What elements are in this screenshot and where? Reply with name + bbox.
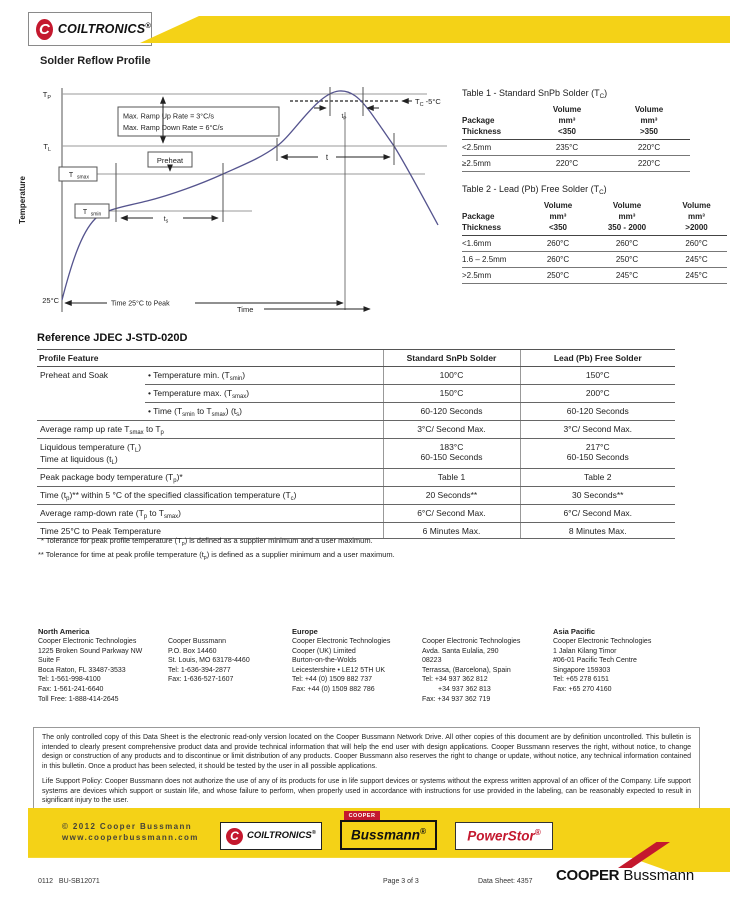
table-row: >2.5mm 250°C 245°C 245°C (462, 268, 727, 284)
footer-datasheet-number: Data Sheet: 4357 (478, 878, 533, 885)
table-row: ≥2.5mm 220°C 220°C (462, 156, 690, 172)
tp-small-label: $t_P$ (341, 113, 347, 122)
table-row: <1.6mm 260°C 260°C 260°C (462, 236, 727, 252)
tp-axis-label: $T_P$ (42, 90, 51, 101)
table-header-row: Profile Feature Standard SnPb Solder Lead (Pb) Free Solder (37, 350, 675, 367)
table-row: Peak package body temperature $(T_p)*$ Table 1 Table 2 (37, 469, 675, 487)
powerstor-logo (455, 822, 553, 850)
table2-col3-header: Volume mm³ 350 - 2000 (588, 200, 666, 236)
copyright-text: © 2012 Cooper Bussmann (62, 822, 193, 831)
table1-col1-header: Package Thickness (462, 104, 526, 140)
contact-line: Tel: 1-636-394-2877 (168, 666, 231, 674)
contact-line: Tel: +34 937 362 812 (422, 676, 488, 684)
x-axis-label: Time (237, 305, 254, 314)
tc-label: $T_C$ -5°C (415, 97, 441, 108)
t25-label: 25°C (42, 296, 59, 305)
contact-line: P.O. Box 14460 (168, 647, 217, 655)
contact-line: Suite F (38, 657, 61, 665)
ts-label: $t_s$ (163, 216, 169, 225)
svg-text:T: T (68, 172, 74, 179)
coiltronics-wordmark: COILTRONICS® (247, 830, 316, 842)
contact-line: Burton-on-the-Wolds (292, 657, 357, 665)
contact-line: Leicestershire • LE12 5TH UK (292, 666, 386, 674)
table-row: Time 25°C to Peak Temperature 6 Minutes Max. 8 Minutes Max. (37, 523, 675, 539)
contact-cooper-bussmann (168, 627, 292, 685)
tsmin-box (75, 204, 109, 218)
table-row: Average ramp up rate $T_{smax}$ to $T_p$ 3°C/ Second Max. 3°C/ Second Max. (37, 421, 675, 439)
bussmann-wordmark: Bussmann® (351, 827, 426, 843)
table2-col2-header: Volume mm³ <350 (528, 200, 588, 236)
contact-asia-pacific: Asia Pacific Cooper Electronic Technologies 1 Jalan Kilang Timor #06-01 Pacific Tech Centre Singapore 159303 Tel: +65 278 6151 Fax: +65 270 4160 (553, 627, 677, 695)
ts-annotation (116, 163, 223, 222)
preheat-box (148, 152, 192, 171)
contact-line: Cooper Electronic Technologies (422, 638, 521, 645)
cooper-wordmark: COOPER (556, 867, 620, 884)
table-row: 1.6 – 2.5mm 260°C 250°C 245°C (462, 252, 727, 268)
contact-line: Cooper Electronic Technologies (38, 638, 137, 645)
legal-notice-box (33, 727, 700, 812)
contact-line: +34 937 362 813 (438, 685, 491, 693)
footnote-2: ** Tolerance for time at peak profile temperature $(t_p)$ is defined as a supplier minimum and a user maximum. (38, 550, 395, 561)
legal-paragraph-1: The only controlled copy of this Data Sheet is the electronic read-only version located on the Cooper Bussmann Network Drive. All other copies of this document are by definition uncontrolled. This bulletin is intended to clearly present comprehensive product data and provide technical information that will help the end user with design applications. Cooper Bussmann reserves the right, without notice, to change design or construction of any products and to discontinue or limit distribution of any products. Cooper Bussmann also reserves the right to change or update, without notice, any technical information contained in this bulletin. Once a product has been selected, it should be tested by the user in all possible applications. (42, 734, 691, 771)
contact-line: Singapore 159303 (553, 666, 611, 674)
contact-line: Tel: +44 (0) 1509 882 737 (292, 676, 372, 684)
y-axis-label: Temperature (18, 176, 27, 224)
cooper-bussmann-logo (556, 867, 694, 884)
contact-line: Fax: 1-636-527-1607 (168, 676, 234, 684)
table1-col2-header: Volume mm³ <350 (526, 104, 608, 140)
svg-text:Max. Ramp Up Rate = 3°C/s: Max. Ramp Up Rate = 3°C/s (123, 111, 214, 121)
svg-text:smin: smin (90, 211, 102, 218)
table2-col1-header: Package Thickness (462, 200, 528, 236)
contact-europe: Europe Cooper Electronic Technologies Cooper (UK) Limited Burton-on-the-Wolds Leicestershire • LE12 5TH UK Tel: +44 (0) 1509 882 737 Fax: +44 (0) 1509 882 786 (292, 627, 416, 695)
svg-text:Max. Ramp Down Rate = 6°C/s: Max. Ramp Down Rate = 6°C/s (123, 123, 224, 132)
contact-line: Fax: +44 (0) 1509 882 786 (292, 685, 375, 693)
table-row: Average ramp-down rate ($T_p$ to $T_{smax}$) 6°C/ Second Max. 6°C/ Second Max. (37, 505, 675, 523)
contact-line: Cooper Electronic Technologies (292, 638, 391, 645)
coiltronics-wordmark: COILTRONICS® (57, 21, 151, 37)
t-label: t (325, 153, 329, 162)
contact-north-america: North America Cooper Electronic Technologies 1225 Broken Sound Parkway NW Suite F Boca Raton, FL 33487-3533 Tel: 1-561-998-4100 Fax: 1-561-241-6640 Toll Free: 1-888-414-2645 (38, 627, 162, 704)
contact-line: St. Louis, MO 63178-4460 (168, 657, 250, 665)
contact-line: 08223 (422, 657, 442, 665)
reference-heading: Reference JDEC J-STD-020D (37, 332, 188, 344)
time-to-peak-label: Time 25°C to Peak (111, 300, 170, 308)
contact-line: Boca Raton, FL 33487-3533 (38, 666, 126, 674)
table-row: • Time ($T_{smin}$ to $T_{smax}$) $(t_s)$ 60-120 Seconds 60-120 Seconds (37, 403, 675, 421)
footer-page-number: Page 3 of 3 (383, 878, 419, 885)
footnote-1: * Tolerance for peak profile temperature $(T_p)$ is defined as a supplier minimum and a user maximum. (41, 536, 373, 547)
svg-text:T: T (82, 209, 88, 216)
contact-line: Fax: +34 937 362 719 (422, 695, 491, 703)
powerstor-wordmark: PowerStor® (467, 828, 541, 844)
contact-line: Cooper Electronic Technologies (553, 638, 652, 645)
bussmann-wordmark: Bussmann (623, 867, 695, 884)
cooper-tab: COOPER (344, 811, 380, 820)
contact-line: Fax: 1-561-241-6640 (38, 685, 104, 693)
table2-title: Table 2 - Lead (Pb) Free Solder $(T_C)$ (462, 184, 607, 196)
table1 (462, 88, 690, 172)
contact-line: Tel: +65 278 6151 (553, 676, 609, 684)
page-title: Solder Reflow Profile (40, 55, 151, 67)
table2 (462, 184, 727, 284)
contact-spain (422, 627, 546, 704)
contact-line: Cooper Bussmann (168, 638, 226, 645)
table1-col3-header: Volume mm³ >350 (608, 104, 690, 140)
coiltronics-footer-logo (220, 822, 322, 850)
reference-table (37, 349, 675, 539)
website-url: www.cooperbussmann.com (62, 833, 199, 842)
coiltronics-logo (28, 12, 152, 46)
table-row: Time $(t_p)**$ within 5 °C of the specified classification temperature $(T_c)$ 20 Seconds** 30 Seconds** (37, 487, 675, 505)
bottom-bar-content (28, 808, 730, 872)
svg-text:smax: smax (77, 174, 89, 181)
coiltronics-c-icon: C (36, 19, 53, 40)
table2-col4-header: Volume mm³ >2000 (666, 200, 727, 236)
bussmann-logo (340, 820, 437, 850)
top-yellow-banner (140, 16, 730, 43)
contact-line: Avda. Santa Eulalia, 290 (422, 647, 499, 655)
reflow-profile-chart (15, 85, 460, 320)
t-annotation (277, 133, 394, 165)
table-row: Liquidous temperature $(T_L)$ Time at liquidous $(t_L)$ 183°C 60-150 Seconds 217°C 60-150 Seconds (37, 439, 675, 469)
ramp-rate-box (118, 107, 279, 136)
contact-line: Fax: +65 270 4160 (553, 685, 612, 693)
table1-title: Table 1 - Standard SnPb Solder $(T_C)$ (462, 88, 608, 100)
contact-line: 1225 Broken Sound Parkway NW (38, 647, 143, 655)
contact-line: Tel: 1-561-998-4100 (38, 676, 101, 684)
table-row: • Temperature max. $(T_{smax})$ 150°C 200°C (37, 385, 675, 403)
table-row: Preheat and Soak • Temperature min. $(T_{smin})$ 100°C 150°C (37, 367, 675, 385)
legal-paragraph-2: Life Support Policy: Cooper Bussmann does not authorize the use of any of its products for use in life support devices or systems without the express written approval of an officer of the Company. Life support systems are devices which support or sustain life, and whose failure to perform, when properly used in accordance with instructions for use provided in the labeling, can be reasonably expected to result in significant injury to the user. (42, 777, 691, 805)
svg-text:Preheat: Preheat (156, 156, 184, 165)
copyright-block (62, 821, 199, 843)
tl-axis-label: $T_L$ (43, 142, 51, 153)
table-row: <2.5mm 235°C 220°C (462, 140, 690, 156)
tsmax-box (59, 167, 97, 181)
contact-line: Cooper (UK) Limited (292, 647, 356, 655)
contact-line: #06-01 Pacific Tech Centre (553, 657, 637, 665)
contact-line: Terrassa, (Barcelona), Spain (422, 666, 511, 674)
contact-line: 1 Jalan Kilang Timor (553, 647, 617, 655)
footer-doc-id: 0112 BU-SB12071 (38, 878, 100, 885)
coiltronics-c-icon: C (226, 828, 243, 845)
contact-line: Toll Free: 1-888-414-2645 (38, 695, 119, 703)
